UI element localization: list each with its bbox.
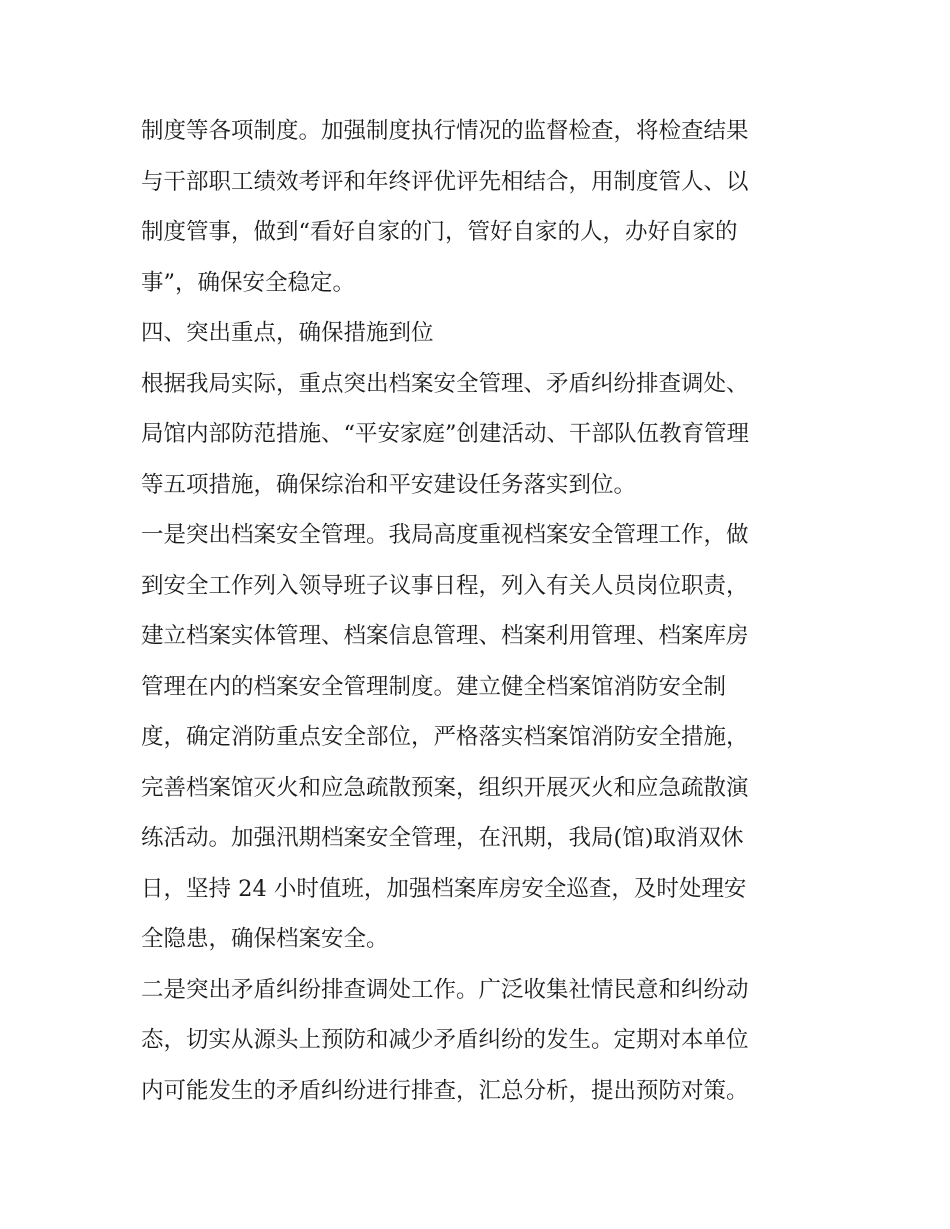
text-line: 二是突出矛盾纠纷排查调处工作。广泛收集社情民意和纠纷动 bbox=[141, 976, 749, 1003]
text-line: 态，切实从源头上预防和减少矛盾纠纷的发生。定期对本单位 bbox=[141, 1027, 749, 1053]
paragraph-dispute-resolution bbox=[141, 965, 821, 1117]
text-line: 全隐患，确保档案安全。 bbox=[141, 926, 389, 952]
text-line: 一是突出档案安全管理。我局高度重视档案安全管理工作，做 bbox=[141, 522, 749, 548]
text-line: 制度管事，做到“看好自家的门，管好自家的人，办好自家的 bbox=[141, 219, 738, 245]
text-line: 根据我局实际，重点突出档案安全管理、矛盾纠纷排查调处、 bbox=[141, 370, 749, 397]
text-line: 制度等各项制度。加强制度执行情况的监督检查，将检查结果 bbox=[141, 118, 749, 144]
text-line: 事”，确保安全稳定。 bbox=[141, 269, 356, 296]
text-line: 日，坚持 24 小时值班，加强档案库房安全巡查，及时处理安 bbox=[141, 875, 747, 902]
text-line: 建立档案实体管理、档案信息管理、档案利用管理、档案库房 bbox=[141, 623, 749, 649]
text-line: 内可能发生的矛盾纠纷进行排查，汇总分析，提出预防对策。 bbox=[141, 1077, 749, 1104]
text-line: 管理在内的档案安全管理制度。建立健全档案馆消防安全制 bbox=[141, 673, 727, 700]
paragraph-overview bbox=[141, 359, 821, 511]
text-line: 完善档案馆灭火和应急疏散预案，组织开展灭火和应急疏散演 bbox=[141, 774, 749, 801]
document-body bbox=[141, 106, 821, 1116]
section-heading bbox=[141, 308, 821, 359]
text-line: 与干部职工绩效考评和年终评优评先相结合，用制度管人、以 bbox=[141, 168, 749, 195]
paragraph-system-supervision bbox=[141, 106, 821, 308]
text-line: 练活动。加强汛期档案安全管理，在汛期，我局(馆)取消双休 bbox=[141, 825, 744, 851]
text-line: 局馆内部防范措施、“平安家庭”创建活动、干部队伍教育管理 bbox=[141, 421, 750, 447]
heading-line: 四、突出重点，确保措施到位 bbox=[141, 320, 434, 346]
paragraph-archive-safety bbox=[141, 510, 821, 965]
text-line: 等五项措施，确保综治和平安建设任务落实到位。 bbox=[141, 471, 637, 498]
text-line: 度，确定消防重点安全部位，严格落实档案馆消防安全措施， bbox=[141, 724, 749, 750]
text-line: 到安全工作列入领导班子议事日程，列入有关人员岗位职责， bbox=[141, 572, 749, 599]
